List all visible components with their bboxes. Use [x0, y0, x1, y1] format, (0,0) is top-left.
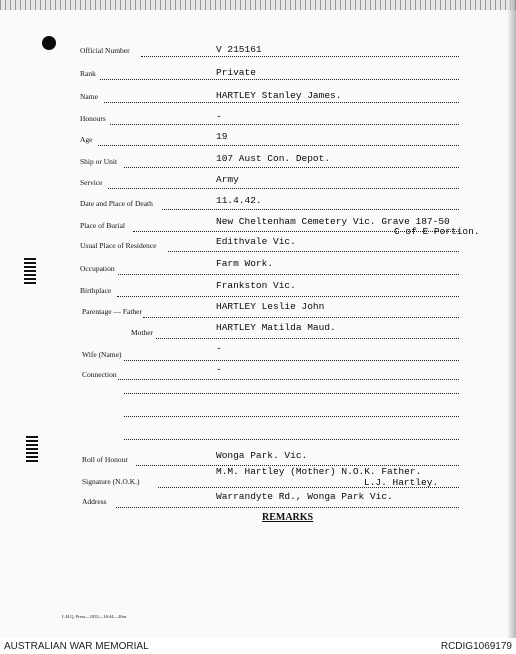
label-honours: Honours	[80, 114, 106, 123]
punch-hole-top	[42, 36, 56, 50]
value-connection: -	[216, 364, 222, 375]
value-age: 19	[216, 131, 228, 142]
dotted-line	[124, 167, 459, 168]
label-birthplace: Birthplace	[80, 286, 112, 295]
footer-record-id: RCDIG1069179	[440, 641, 512, 652]
connection-extra-line	[124, 439, 459, 440]
label-roll-of-honour: Roll of Honour	[82, 455, 128, 464]
value-address: Warrandyte Rd., Wonga Park Vic.	[216, 491, 393, 502]
label-service: Service	[80, 178, 103, 187]
label-signature: Signature (N.O.K.)	[82, 477, 140, 486]
connection-extra-line	[124, 393, 459, 394]
label-mother: Mother	[131, 328, 154, 337]
scan-edge-right	[508, 0, 516, 638]
dotted-line	[141, 56, 459, 57]
value-place-of-burial: New Cheltenham Cemetery Vic. Grave 187-50	[216, 216, 450, 227]
archive-footer	[0, 640, 516, 654]
dotted-line	[118, 379, 459, 380]
value-honours: -	[216, 111, 222, 122]
label-rank: Rank	[80, 69, 96, 78]
value-mother: HARTLEY Matilda Maud.	[216, 322, 336, 333]
dotted-line	[162, 209, 459, 210]
label-age: Age	[80, 135, 93, 144]
value-rank: Private	[216, 67, 256, 78]
dotted-line	[110, 124, 459, 125]
dotted-line	[100, 79, 459, 80]
value-roll-of-honour: Wonga Park. Vic.	[216, 450, 308, 461]
value-ship-or-unit: 107 Aust Con. Depot.	[216, 153, 331, 164]
dotted-line	[116, 507, 459, 508]
value-name: HARTLEY Stanley James.	[216, 90, 342, 101]
value-father: HARTLEY Leslie John	[216, 301, 325, 312]
dotted-line	[168, 251, 459, 252]
value-service: Army	[216, 174, 239, 185]
binder-clip-lower	[26, 436, 38, 464]
printer-note: L.H.Q. Press—1835—16/44—20m.	[62, 614, 128, 619]
label-usual-residence: Usual Place of Residence	[80, 241, 157, 250]
dotted-line	[156, 338, 459, 339]
label-date-place-death: Date and Place of Death	[80, 199, 153, 208]
dotted-line	[143, 317, 459, 318]
label-father: Parentage — Father	[82, 307, 142, 316]
value-signature-line2: L.J. Hartley.	[364, 477, 439, 488]
dotted-line	[124, 360, 459, 361]
dotted-line	[117, 296, 459, 297]
value-usual-residence: Edithvale Vic.	[216, 236, 296, 247]
label-address: Address	[82, 497, 107, 506]
value-birthplace: Frankston Vic.	[216, 280, 296, 291]
dotted-line	[118, 274, 459, 275]
label-ship-or-unit: Ship or Unit	[80, 157, 118, 166]
value-date-place-death: 11.4.42.	[216, 195, 262, 206]
scan-edge-top	[0, 0, 516, 10]
label-name: Name	[80, 92, 98, 101]
dotted-line	[108, 188, 459, 189]
label-wife: Wife (Name)	[82, 350, 122, 359]
binder-clip-middle	[24, 258, 36, 286]
label-place-of-burial: Place of Burial	[80, 221, 125, 230]
value-wife: -	[216, 343, 222, 354]
value-official-number: V 215161	[216, 44, 262, 55]
dotted-line	[104, 102, 459, 103]
value-signature: M.M. Hartley (Mother) N.O.K. Father.	[216, 466, 422, 477]
footer-source: AUSTRALIAN WAR MEMORIAL	[4, 641, 149, 652]
value-place-of-burial-line2: C of E Portion.	[394, 226, 480, 237]
value-occupation: Farm Work.	[216, 258, 274, 269]
label-occupation: Occupation	[80, 264, 115, 273]
connection-extra-line	[124, 416, 459, 417]
remarks-heading: REMARKS	[262, 512, 314, 523]
label-connection: Connection	[82, 370, 117, 379]
dotted-line	[98, 145, 459, 146]
label-official-number: Official Number	[80, 46, 130, 55]
